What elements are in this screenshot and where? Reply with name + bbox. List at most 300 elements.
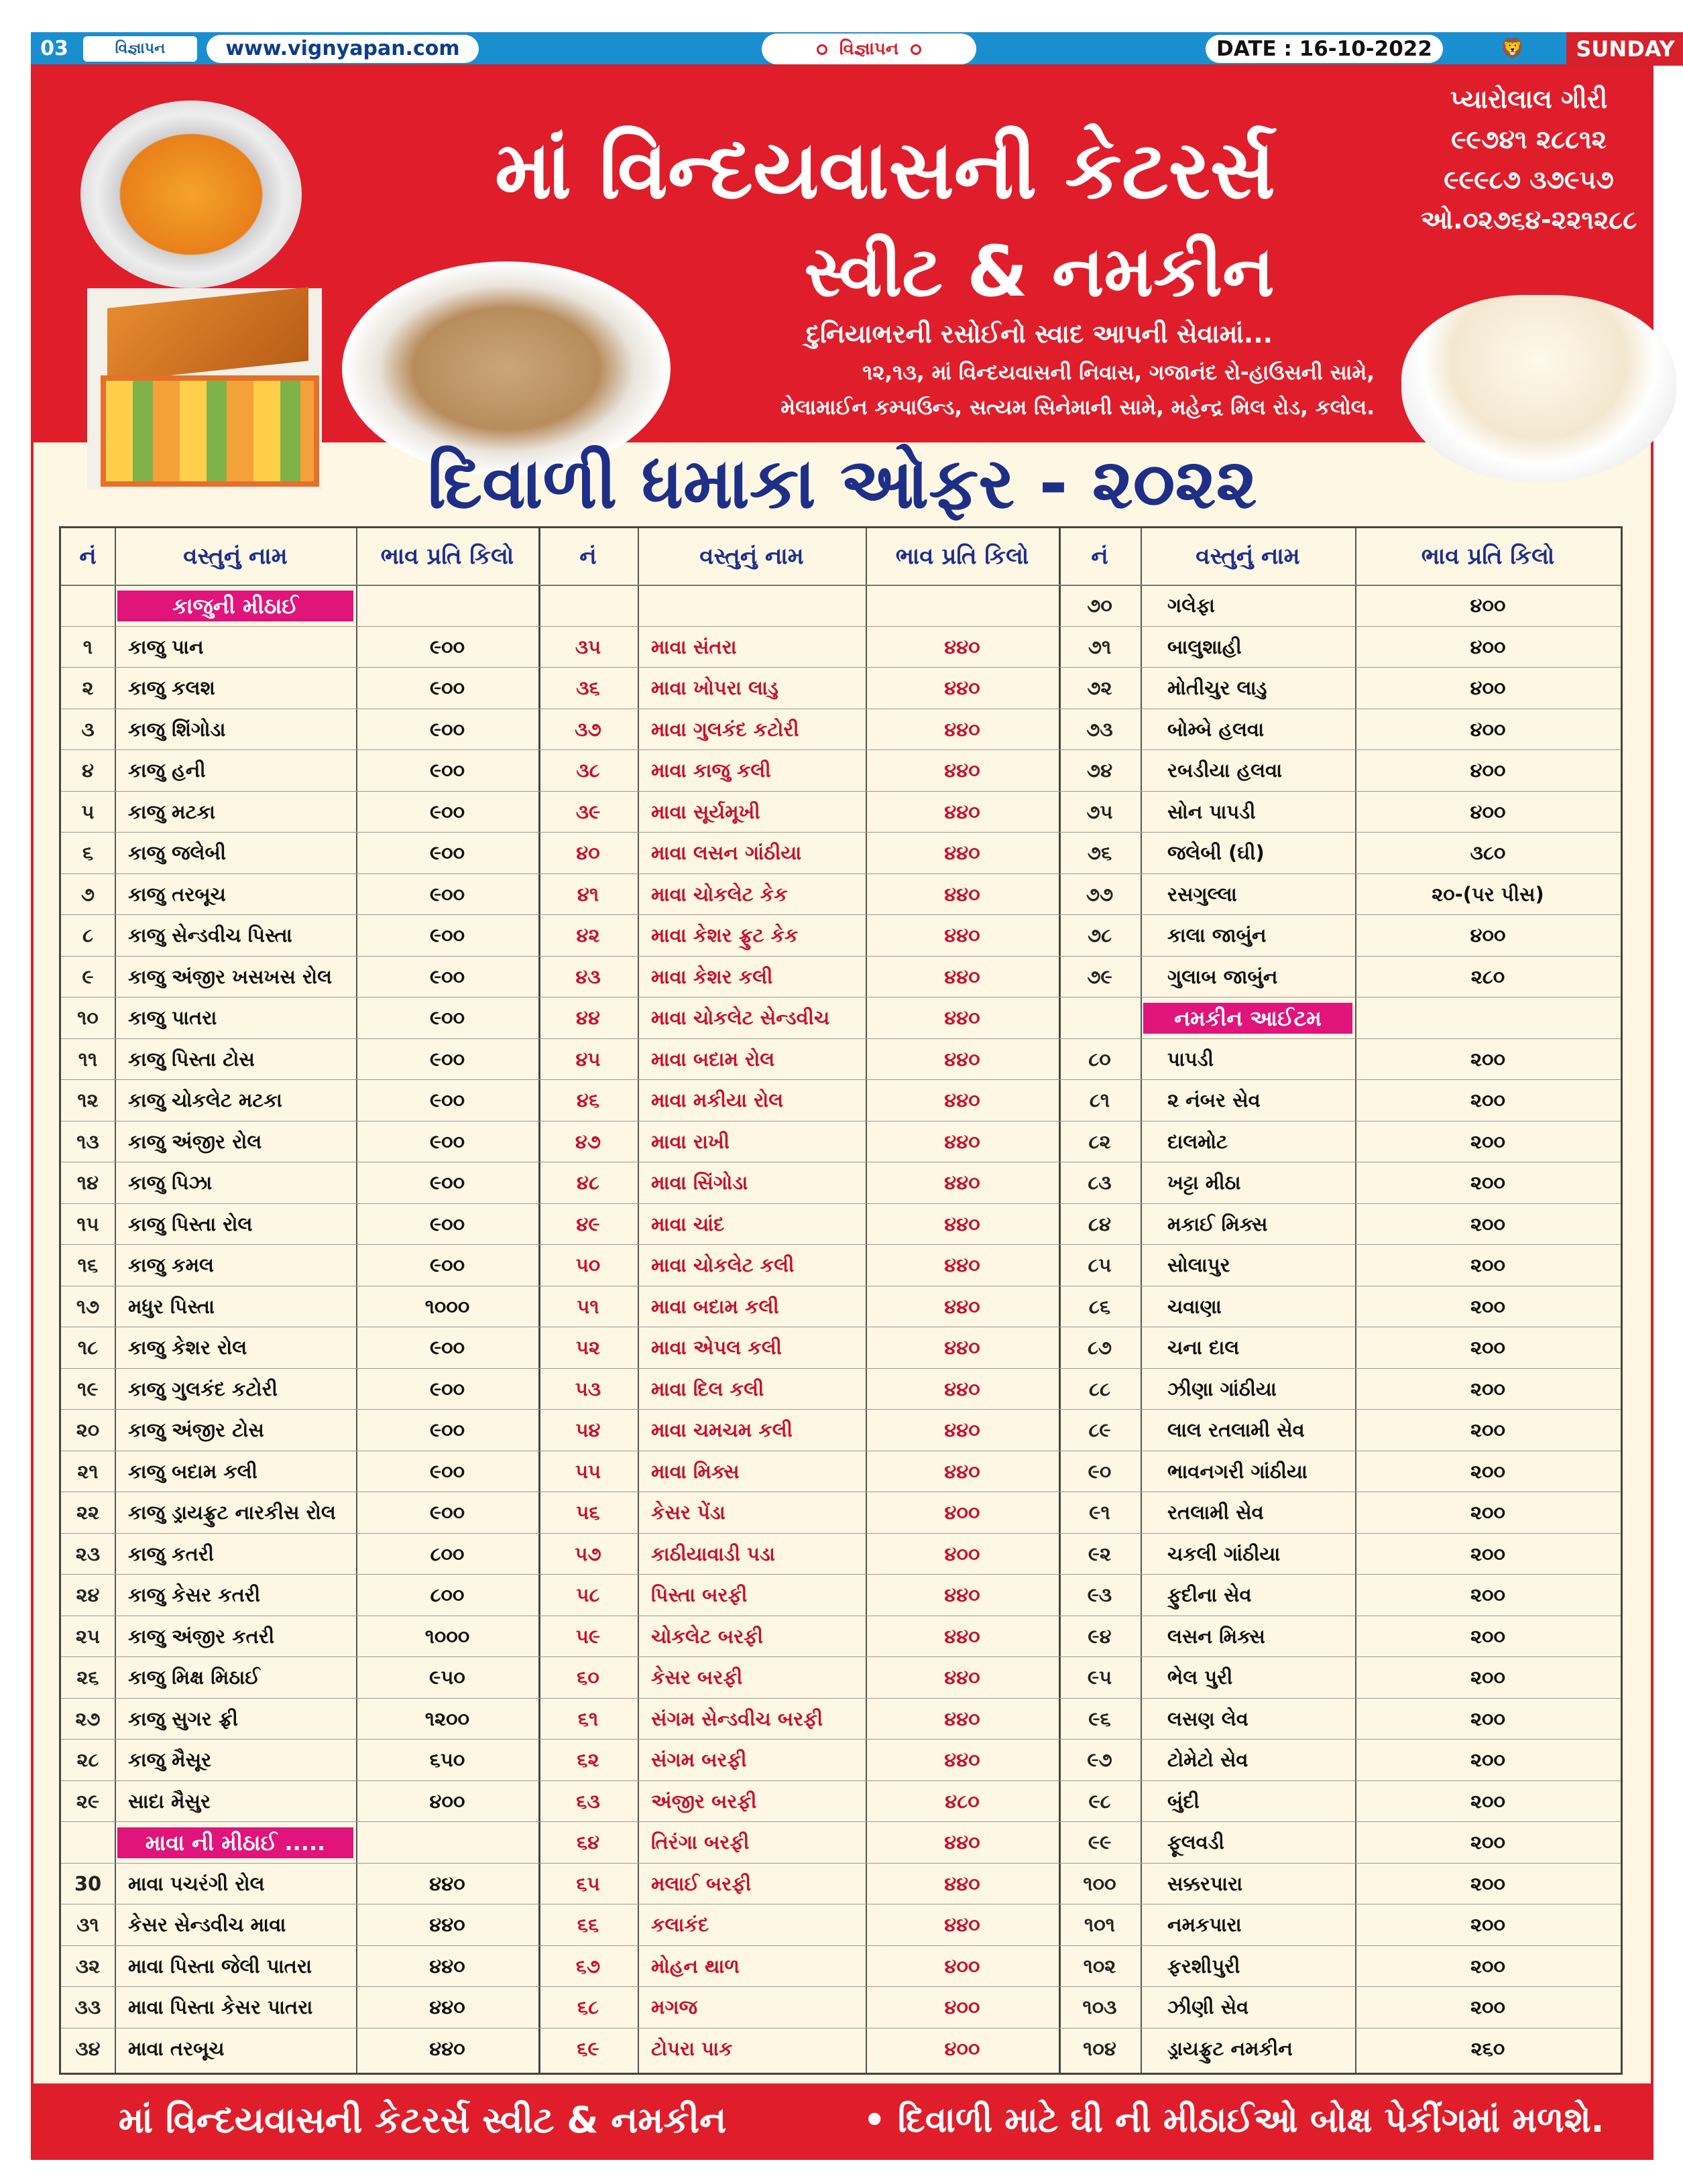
item-name: મકાઈ મિક્સ: [1167, 1212, 1268, 1235]
item-no: ૪૩: [575, 965, 601, 988]
item-no: ૫૦: [575, 1254, 601, 1276]
item-name: સક્કરપારા: [1167, 1872, 1243, 1895]
item-no: ૨૪: [76, 1583, 100, 1606]
item-name: કેસર બરફી: [651, 1666, 743, 1689]
item-price: ૯૫૦: [429, 1666, 465, 1689]
item-no: ૫૬: [576, 1501, 600, 1524]
table-row: [61, 667, 1621, 709]
item-no: ૮૧: [1089, 1089, 1110, 1111]
section-label: વિજ્ઞાપન: [762, 34, 976, 64]
item-name: કાજુ સેન્ડવીચ પિસ્તા: [128, 924, 292, 947]
table-row: [61, 1739, 1621, 1781]
item-price: ૧૦૦૦: [424, 1624, 470, 1648]
item-no: ૧૦૩: [1082, 1996, 1117, 2018]
item-no: ૯૧: [1089, 1501, 1110, 1524]
item-name: કાજુ ચોકલેટ મટકા: [128, 1089, 282, 1111]
item-no: ૫૨: [575, 1336, 601, 1359]
item-name: પિસ્તા બરફી: [651, 1583, 748, 1606]
item-name: કાજુ કેસર કતરી: [128, 1583, 261, 1606]
item-price: ૪૪૦: [429, 1954, 465, 1978]
office-phone: ઓ.૦૨૭૬૪-૨૨૧૨૮૮: [1420, 205, 1637, 235]
item-name: માવા બદામ રોલ: [651, 1047, 775, 1071]
item-price: ૪૪૦: [944, 1089, 980, 1111]
item-no: ૨૧: [77, 1459, 99, 1483]
item-name: કાઠીયાવાડી પડા: [651, 1542, 775, 1565]
item-price: ૪૪૦: [944, 1872, 980, 1895]
item-name: પાપડી: [1167, 1047, 1214, 1071]
header-price: ભાવ પ્રતિ કિલો: [1421, 543, 1555, 570]
item-price: ૪૪૦: [944, 1418, 980, 1441]
item-price: ૯૦૦: [429, 965, 465, 988]
issue-day: SUNDAY: [1566, 32, 1683, 66]
item-price: ૪૦૦: [1470, 800, 1506, 823]
item-price: ૪૦૦: [1470, 635, 1506, 658]
item-price: ૪૪૦: [944, 1006, 980, 1029]
item-name: માવા બદામ કલી: [651, 1294, 779, 1318]
table-row: [61, 1203, 1621, 1246]
item-name: બુંદી: [1167, 1789, 1200, 1813]
item-no: ૩: [81, 717, 95, 741]
item-no: ૯૭: [1087, 1748, 1112, 1771]
item-no: ૨૮: [76, 1748, 99, 1771]
item-price: ૪૪૦: [944, 1748, 980, 1771]
shop-title: માં વિન્દયવાસની કેટરર્સ: [495, 124, 1275, 217]
item-name: માવા સિંગોડા: [651, 1171, 748, 1194]
item-price: ૯૦૦: [429, 1212, 465, 1235]
item-name: માવા મિક્સ: [651, 1459, 740, 1483]
item-no: ૭૧: [1088, 635, 1112, 658]
item-no: ૧૦૪: [1083, 2037, 1116, 2060]
shop-address: [503, 355, 1375, 425]
item-no: ૮૯: [1088, 1418, 1111, 1441]
item-name: કાજુ હની: [128, 759, 206, 782]
item-name: ઝીણા ગાંઠીયા: [1167, 1377, 1277, 1400]
item-no: ૮૭: [1087, 1336, 1112, 1359]
item-price: ૪૪૦: [429, 1872, 465, 1895]
item-name: માવા લસન ગાંઠીયા: [651, 841, 802, 864]
item-name: જલેબી (ઘી): [1167, 841, 1265, 864]
item-no: ૮૫: [1088, 1254, 1112, 1276]
table-row: [61, 1780, 1621, 1823]
item-no: ૧૮: [77, 1336, 99, 1359]
item-name: કાજુ પિઝા: [128, 1171, 213, 1194]
item-price: ૪૮૦: [945, 1789, 980, 1813]
table-row: [61, 626, 1621, 668]
item-no: ૬: [82, 841, 94, 864]
item-no: ૪૭: [575, 1130, 601, 1153]
item-name: કેસર સેન્ડવીચ માવા: [128, 1913, 286, 1936]
item-price: ૪૦૦: [944, 1542, 980, 1565]
header-name: વસ્તુનું નામ: [699, 543, 804, 570]
item-no: ૧૦: [77, 1006, 99, 1029]
item-name: ભેલ પુરી: [1167, 1666, 1233, 1689]
item-price: ૪૪૦: [944, 1459, 980, 1483]
table-row: [61, 1945, 1621, 1988]
item-no: ૨૫: [75, 1624, 101, 1648]
item-no: ૬૩: [576, 1789, 600, 1813]
footer-shop-name: માં વિન્દયવાસની કેટરર્સ સ્વીટ & નમકીન: [118, 2099, 727, 2141]
item-name: માવા ચાંદ: [651, 1212, 725, 1235]
item-name: કાજુ કતરી: [128, 1542, 215, 1565]
item-no: ૭૬: [1087, 841, 1112, 864]
item-name: કાજુ કલશ: [128, 676, 215, 699]
item-price: ૨૦૦: [1470, 1583, 1505, 1606]
item-name: કાજુ જલેબી: [128, 841, 227, 864]
item-price: ૪૪૦: [944, 1583, 980, 1606]
footer-note: • દિવાળી માટે ઘી ની મીઠાઈઓ બોક્ષ પેકીંગમાં મળશે.: [863, 2100, 1605, 2140]
item-name: કાજુ ગુલકંદ કટોરી: [128, 1377, 278, 1400]
item-no: ૮૪: [1088, 1212, 1111, 1235]
item-price: ૩૮૦: [1470, 841, 1506, 864]
table-row: [61, 1821, 1621, 1864]
item-price: ૪૦૦: [1470, 759, 1506, 782]
item-no: ૯૫: [1087, 1666, 1112, 1689]
item-price: ૪૪૦: [944, 1171, 980, 1194]
item-price: ૪૪૦: [429, 2037, 465, 2060]
item-name: ફૂલવડી: [1167, 1831, 1224, 1854]
item-no: ૯૪: [1088, 1624, 1112, 1648]
table-row: [61, 1574, 1621, 1616]
item-price: ૨૦૦: [1470, 1831, 1505, 1854]
item-name: લાલ રતલામી સેવ: [1167, 1418, 1305, 1441]
item-price: ૯૦૦: [429, 759, 465, 782]
item-name: માવા કેશર ફ્રુટ કેક: [651, 924, 799, 947]
item-name: કાજુ પિસ્તા ટોસ: [128, 1047, 255, 1071]
item-no: 30: [74, 1872, 102, 1895]
item-name: કાજુ તરબૂચ: [128, 882, 226, 906]
contact-name: પ્યારોલાલ ગીરી: [1450, 84, 1608, 114]
table-row: [61, 1616, 1621, 1658]
item-no: ૫૧: [577, 1294, 599, 1318]
box-lid: [107, 287, 308, 382]
item-price: ૧૦૦૦: [424, 1294, 470, 1318]
item-name: કાજુ અંજીર રોલ: [128, 1130, 262, 1153]
item-no: ૪૬: [576, 1089, 600, 1111]
item-name: કાજુ અંજીર કતરી: [128, 1624, 275, 1648]
item-name: કાજુ મટકા: [128, 800, 216, 823]
section-heading: કાજુની મીઠાઈ: [117, 591, 353, 621]
item-no: ૨૯: [76, 1789, 100, 1813]
table-row: [61, 1698, 1621, 1740]
vignyapan-logo: વિજ્ઞાપન: [83, 36, 197, 62]
item-price: ૨૦૦: [1470, 1913, 1505, 1936]
item-name: ટોપરા પાક: [651, 2037, 733, 2060]
item-no: ૨: [82, 676, 94, 699]
advert-footer: [34, 2083, 1651, 2157]
item-no: ૭૩: [1086, 717, 1113, 741]
item-name: માવા દિલ કલી: [651, 1377, 764, 1400]
item-price: ૪૪૦: [944, 1707, 980, 1730]
item-price: ૪૦૦: [1470, 717, 1506, 741]
item-name: લસણ લેવ: [1167, 1707, 1249, 1730]
item-price: ૪૦૦: [1470, 594, 1506, 617]
item-no: ૫૪: [575, 1418, 601, 1441]
item-no: ૪૮: [577, 1171, 599, 1194]
item-no: ૧૨: [77, 1089, 99, 1111]
item-name: માવા ચોકલેટ કલી: [651, 1254, 795, 1276]
item-price: ૯૦૦: [429, 882, 465, 906]
item-name: કાજુ પાન: [128, 635, 204, 658]
item-no: ૭૨: [1087, 676, 1112, 699]
item-no: ૮૨: [1088, 1130, 1111, 1153]
item-price: ૪૦૦: [944, 1996, 980, 2018]
table-row: [61, 2028, 1621, 2070]
item-name: અંજીર બરફી: [651, 1789, 757, 1813]
section-heading: નમકીન આઈટમ: [1143, 1003, 1352, 1034]
item-name: કાજુ અંજીર ટોસ: [128, 1418, 264, 1441]
item-name: કાજુ પાતરા: [128, 1006, 217, 1029]
item-no: ૪: [82, 759, 94, 782]
item-price: ૯૦૦: [429, 841, 465, 864]
item-name: કાજુ મૈસૂર: [128, 1748, 212, 1771]
item-name: રબડીયા હલવા: [1167, 759, 1283, 782]
item-name: ફુદીના સેવ: [1167, 1583, 1252, 1606]
item-price: ૯૦૦: [429, 1377, 465, 1400]
table-row: [61, 1121, 1621, 1163]
item-name: ગુલાબ જાબુંન: [1167, 965, 1278, 988]
item-price: ૪૪૦: [944, 1254, 980, 1276]
table-row: [61, 914, 1621, 957]
table-row: [61, 1327, 1621, 1369]
item-name: માવા ચોકલેટ સેન્ડવીચ: [651, 1006, 830, 1029]
item-name: ચકલી ગાંઠીયા: [1167, 1542, 1281, 1565]
item-price: ૨૦૦: [1470, 1336, 1505, 1359]
table-row: [61, 1863, 1621, 1905]
item-name: સોલાપુર: [1167, 1254, 1230, 1276]
item-name: કાજુ શિંગોડા: [128, 717, 226, 741]
item-no: ૨૦: [76, 1418, 100, 1441]
item-no: [538, 585, 638, 626]
item-name: કાજુ પિસ્તા રોલ: [128, 1212, 253, 1235]
item-price: ૯૦૦: [429, 1047, 465, 1071]
item-name: ફરશીપુરી: [1167, 1954, 1240, 1978]
item-price: ૨૦૦: [1470, 1954, 1505, 1978]
item-no: ૨૬: [76, 1666, 99, 1689]
item-no: ૩૫: [575, 635, 601, 658]
item-no: ૭૪: [1086, 759, 1113, 782]
lion-icon: 🦁: [1500, 37, 1525, 60]
table-row: [61, 997, 1621, 1039]
top-bar: [31, 32, 1675, 66]
header-no: નં: [579, 543, 597, 570]
item-name: મોતીચુર લાડુ: [1167, 676, 1267, 699]
item-name: માવા ખોપરા લાડુ: [651, 676, 778, 699]
item-no: ૫૯: [575, 1624, 601, 1648]
item-no: ૧૯: [77, 1377, 99, 1400]
item-price: ૪૪૦: [944, 1130, 980, 1153]
shop-tagline: દુનિયાભરની રસોઈનો સ્વાદ આપની સેવામાં...: [805, 319, 1273, 349]
item-price: ૯૦૦: [429, 635, 465, 658]
item-no: ૧૦૧: [1084, 1913, 1115, 1936]
item-name: કાજુ સુગર ફ્રી: [128, 1707, 238, 1730]
item-name: કાલા જાબુંન: [1167, 924, 1267, 947]
item-no: ૩૯: [575, 800, 601, 823]
item-no: ૬૪: [576, 1831, 600, 1854]
table-row: [61, 709, 1621, 751]
phone-1: ૯૯૭૪૧ ૨૮૮૧૨: [1451, 125, 1607, 154]
item-name: મલાઈ બરફી: [651, 1872, 752, 1895]
phone-2: ૯૯૯૮૭ ૩૭૯૫૭: [1444, 165, 1614, 194]
table-row: [61, 749, 1621, 792]
header-price: ભાવ પ્રતિ કિલો: [380, 543, 514, 570]
item-no: ૯૮: [1088, 1789, 1111, 1813]
item-name: કાજુ અંજીર ખસખસ રોલ: [128, 965, 333, 988]
header-no: નં: [1091, 543, 1108, 570]
item-price: ૪૪૦: [429, 1996, 465, 2018]
item-price: ૨૦૦: [1470, 1542, 1505, 1565]
item-price: ૪૪૦: [944, 1666, 980, 1689]
item-name: સાદા મૈસુર: [128, 1789, 211, 1813]
table-row: [61, 791, 1621, 833]
page-number: 03: [31, 32, 78, 66]
item-name: માવા રાખી: [651, 1130, 730, 1153]
item-price: ૪૪૦: [944, 759, 980, 782]
item-name: માવા ગુલકંદ કટોરી: [651, 717, 799, 741]
item-price: ૪૪૦: [944, 1047, 980, 1071]
item-no: ૯૩: [1087, 1583, 1112, 1606]
item-name: ચના દાલ: [1167, 1336, 1240, 1359]
item-price: ૪૪૦: [944, 1212, 980, 1235]
item-no: ૯૯: [1088, 1831, 1112, 1854]
item-price: ૪૪૦: [944, 1377, 980, 1400]
item-no: ૩૩: [74, 1996, 101, 2018]
item-name: ભાવનગરી ગાંઠીયા: [1167, 1459, 1308, 1483]
item-name: માવા પિસ્તા જેલી પાતરા: [128, 1954, 312, 1978]
table-row: [61, 1656, 1621, 1699]
table-row: [61, 585, 1621, 627]
item-price: ૪૪૦: [944, 1831, 980, 1854]
item-no: ૧૧: [78, 1047, 98, 1071]
item-name: સંગમ સેન્ડવીચ બરફી: [651, 1707, 823, 1730]
table-row: [61, 873, 1621, 916]
item-no: ૧: [82, 635, 93, 658]
item-name: ખટ્ટા મીઠા: [1167, 1171, 1241, 1194]
item-name: કાજુ બદામ કલી: [128, 1459, 257, 1483]
item-price: ૨૦૦: [1470, 1377, 1505, 1400]
item-name: મગજ: [651, 1996, 698, 2018]
item-name: માવા ચમચમ કલી: [651, 1418, 793, 1441]
item-price: ૪૦૦: [1470, 924, 1506, 947]
item-name: માવા સૂર્યમૂખી: [651, 800, 760, 823]
item-no: ૭૭: [1086, 882, 1114, 906]
item-price: ૨૦૦: [1470, 1130, 1505, 1153]
header-price: ભાવ પ્રતિ કિલો: [895, 543, 1029, 570]
table-row: [61, 1492, 1621, 1534]
table-row: [61, 1904, 1621, 1946]
item-name: ટોમેટો સેવ: [1167, 1748, 1249, 1771]
item-price: ૯૦૦: [429, 924, 465, 947]
table-row: [61, 1286, 1621, 1328]
item-price: ૪૪૦: [944, 965, 980, 988]
item-no: ૯૨: [1088, 1542, 1112, 1565]
item-no: ૭૦: [1087, 594, 1112, 617]
dot-icon: [817, 44, 827, 55]
item-price: ૨૦૦: [1470, 1418, 1505, 1441]
item-no: ૬૧: [577, 1707, 599, 1730]
item-no: ૪૧: [577, 882, 599, 906]
item-name: માવા પિસ્તા કેસર પાતરા: [128, 1996, 313, 2018]
item-price: ૯૦૦: [429, 1336, 465, 1359]
shop-subtitle: સ્વીટ & નમકીન: [804, 231, 1275, 312]
item-price: ૪૪૦: [429, 1913, 465, 1936]
item-price: ૪૪૦: [944, 676, 980, 699]
item-name: સોન પાપડી: [1167, 800, 1256, 823]
item-price: ૧૨૦૦: [424, 1707, 470, 1730]
item-name: ઝીણી સેવ: [1167, 1996, 1249, 2018]
item-no: ૫: [81, 800, 95, 823]
item-name: દાલમોટ: [1167, 1130, 1228, 1153]
table-row: [61, 1079, 1621, 1121]
item-no: ૩૨: [75, 1954, 101, 1978]
item-price: ૨૦૦: [1470, 1047, 1505, 1071]
item-no: ૫૫: [575, 1459, 601, 1483]
item-name: માવા મકીયા રોલ: [651, 1089, 784, 1111]
header-name: વસ્તુનું નામ: [183, 543, 288, 570]
item-price: ૨૦૦: [1470, 1501, 1505, 1524]
item-no: ૫૭: [575, 1542, 601, 1565]
item-name: [651, 585, 866, 626]
item-no: ૨૭: [75, 1707, 101, 1730]
item-no: ૩૭: [575, 717, 601, 741]
item-no: ૭૫: [1086, 800, 1113, 823]
item-price: ૯૦૦: [429, 800, 465, 823]
item-no: ૨૨: [76, 1501, 100, 1524]
item-no: ૧૪: [76, 1171, 99, 1194]
item-no: ૭૮: [1087, 924, 1112, 947]
item-no: ૧૬: [77, 1254, 99, 1276]
item-price: ૯૦૦: [429, 1418, 465, 1441]
website-url[interactable]: www.vignyapan.com: [207, 35, 479, 63]
header-name: વસ્તુનું નામ: [1196, 543, 1300, 570]
item-no: ૫૩: [575, 1377, 601, 1400]
item-price: ૨૦૦: [1470, 1666, 1505, 1689]
item-price: [866, 585, 1059, 626]
item-name: ચોકલેટ બરફી: [651, 1624, 764, 1648]
table-row: [61, 956, 1621, 998]
item-name: માવા પચરંગી રોલ: [128, 1872, 265, 1895]
item-price: ૨૦૦: [1470, 1748, 1505, 1771]
item-no: ૬૨: [577, 1748, 599, 1771]
item-no: ૭૯: [1087, 965, 1112, 988]
item-no: ૬૫: [576, 1872, 600, 1895]
item-name: બોમ્બે હલવા: [1167, 717, 1265, 741]
item-price: ૪૦૦: [1470, 676, 1506, 699]
item-name: કાજુ મિક્ષ મિઠાઈ: [128, 1666, 260, 1689]
item-price: ૨૬૦: [1470, 2037, 1505, 2060]
item-name: લસન મિક્સ: [1167, 1624, 1265, 1648]
item-no: ૪૦: [576, 841, 600, 864]
item-no: ૪૨: [576, 924, 600, 947]
item-name: કાજુ કેશર રોલ: [128, 1336, 247, 1359]
item-price: ૪૪૦: [944, 800, 980, 823]
item-price: ૯૦૦: [429, 1171, 465, 1194]
item-price: ૯૦૦: [429, 1006, 465, 1029]
item-name: નમકપારા: [1167, 1913, 1242, 1936]
item-no: ૪૪: [576, 1006, 600, 1029]
offer-title: દિવાળી ધમાકા ઓફર - ૨૦૨૨: [427, 442, 1257, 524]
item-name: ડ્રાયફ્રુટ નમકીન: [1167, 2037, 1293, 2060]
item-no: ૧૩: [76, 1130, 99, 1153]
item-no: ૩૪: [75, 2037, 101, 2060]
item-name: કેસર પેંડા: [651, 1501, 726, 1524]
item-price: ૪૪૦: [944, 882, 980, 906]
item-no: ૬૮: [577, 1996, 599, 2018]
item-price: ૨૦૦: [1470, 1171, 1505, 1194]
table-row: [61, 1368, 1621, 1410]
item-no: ૧૫: [76, 1212, 99, 1235]
item-price: ૨૮૦: [1470, 965, 1505, 988]
item-price: ૪૦૦: [944, 2037, 980, 2060]
